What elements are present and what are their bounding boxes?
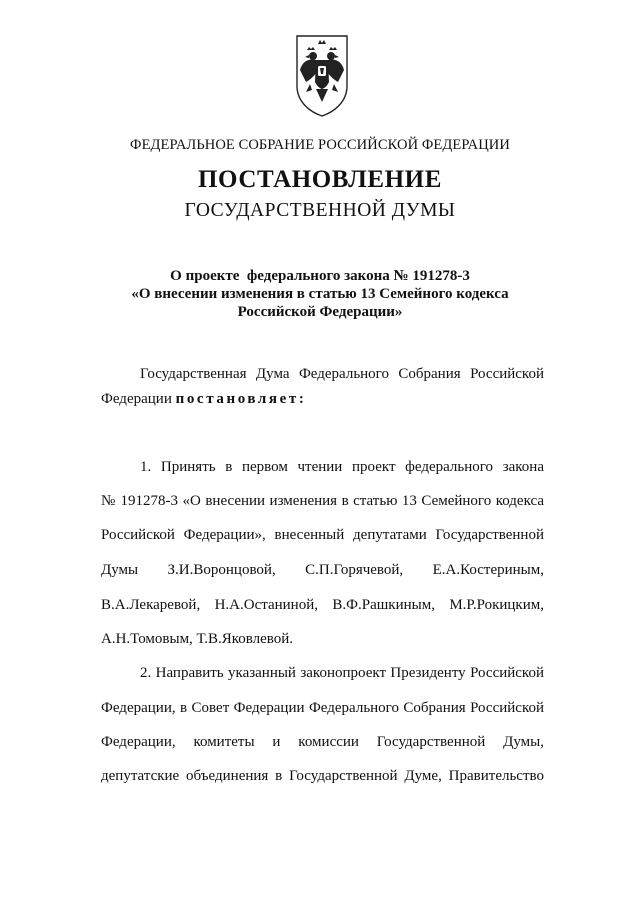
subject-line: О проекте федерального закона № 191278-3 xyxy=(170,268,470,284)
double-headed-eagle-icon xyxy=(294,34,350,118)
item-2-line: Федерации, в Совет Федерации Федерального Собрания Российской xyxy=(101,700,544,716)
coat-of-arms-emblem xyxy=(294,34,350,118)
item-1-line: Российской Федерации», внесенный депутатами Государственной xyxy=(101,527,544,543)
subject-line: Российской Федерации» xyxy=(237,304,403,320)
item-1-line: Думы З.И.Воронцовой, С.П.Горячевой, Е.А.Костериным, xyxy=(101,562,544,578)
document-type-title: ПОСТАНОВЛЕНИЕ xyxy=(197,166,443,193)
resolves-keyword: постановляет: xyxy=(175,391,307,407)
item-1-line: 1. Принять в первом чтении проект федерального закона xyxy=(140,459,544,475)
item-1-line: А.Н.Томовым, Т.В.Яковлевой. xyxy=(101,631,294,647)
document-subject xyxy=(0,267,640,321)
assembly-heading: ФЕДЕРАЛЬНОЕ СОБРАНИЕ РОССИЙСКОЙ ФЕДЕРАЦИИ xyxy=(130,137,510,153)
preamble-line: Государственная Дума Федерального Собрания Российской xyxy=(140,366,544,382)
item-2-line: Федерации, комитеты и комиссии Государственной Думы, xyxy=(101,734,544,750)
item-1-line: № 191278-3 «О внесении изменения в статью 13 Семейного кодекса xyxy=(101,493,544,509)
document-issuer-title: ГОСУДАРСТВЕННОЙ ДУМЫ xyxy=(184,200,456,221)
item-2-line: депутатские объединения в Государственной Думе, Правительство xyxy=(101,768,544,784)
preamble-text: Федерации xyxy=(101,391,176,407)
item-2-line: 2. Направить указанный законопроект Президенту Российской xyxy=(140,665,544,681)
item-1-line: В.А.Лекаревой, Н.А.Останиной, В.Ф.Рашкиным, М.Р.Рокицким, xyxy=(101,597,544,613)
subject-line: «О внесении изменения в статью 13 Семейного кодекса xyxy=(131,286,509,302)
preamble-line xyxy=(101,391,544,408)
